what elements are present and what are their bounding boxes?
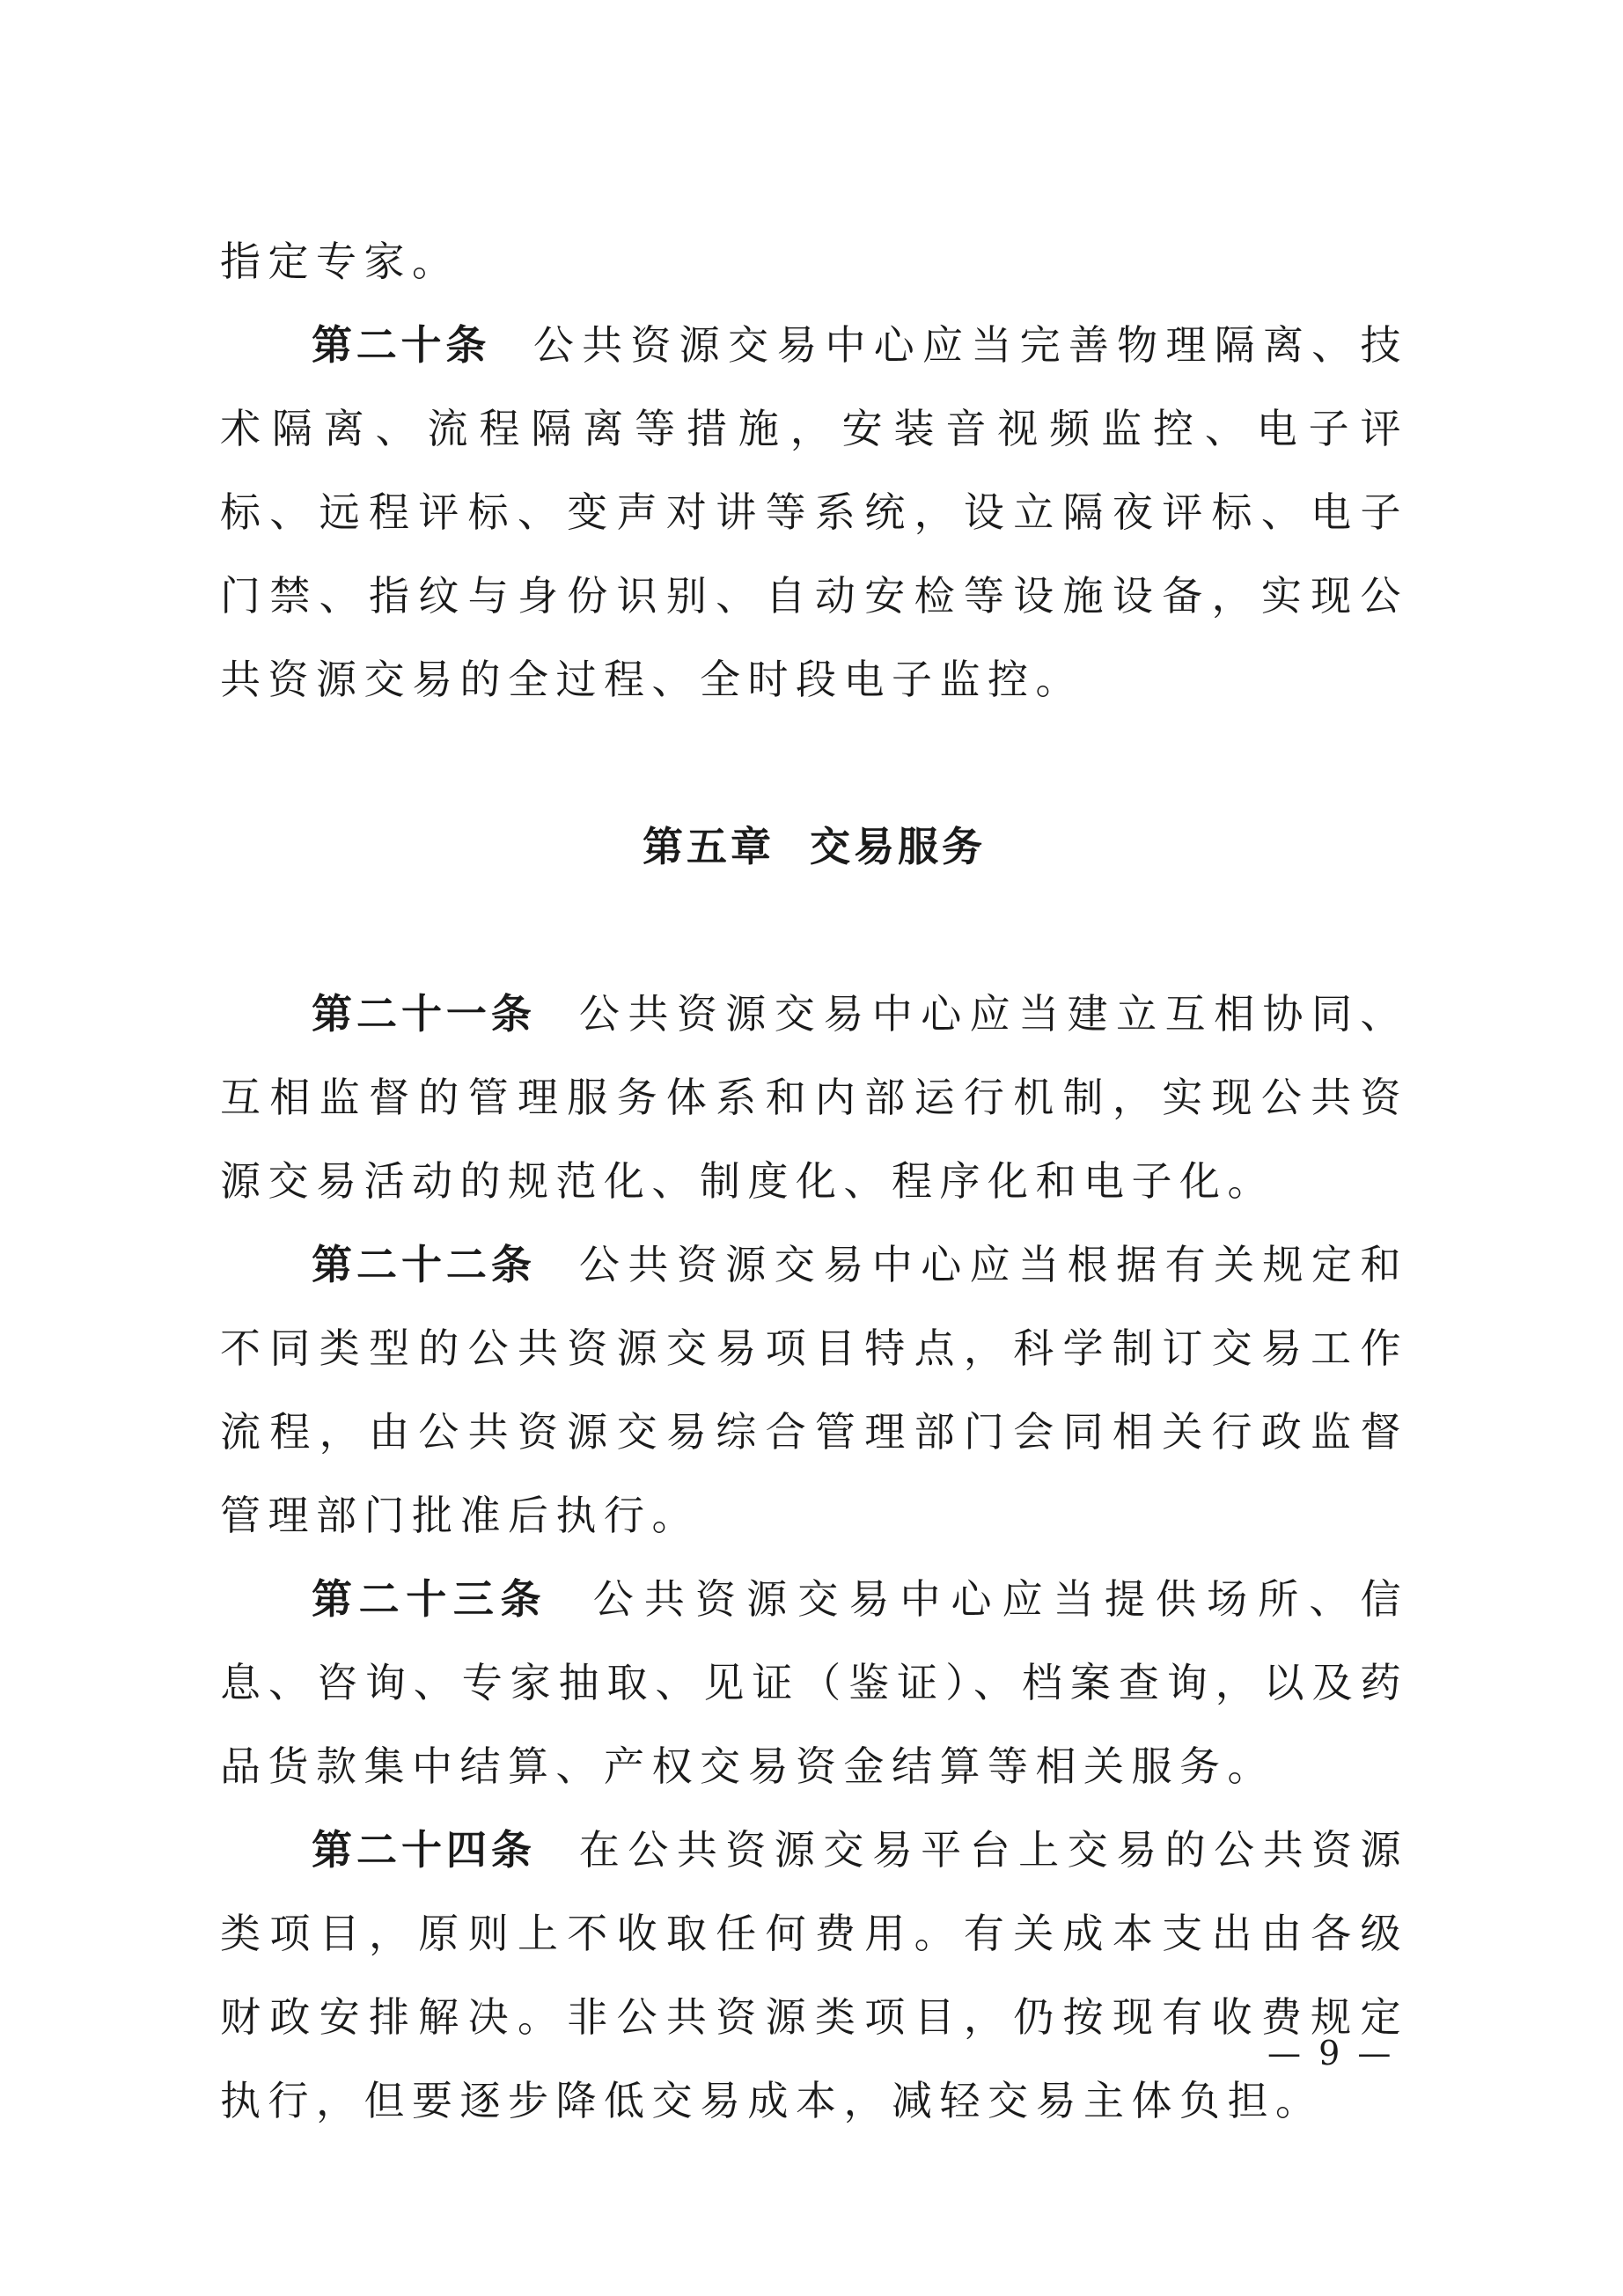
document-body <box>220 220 1408 2143</box>
paragraph-text: 指定专家。 <box>220 238 460 285</box>
article-22 <box>220 1223 1408 1558</box>
chapter-title: 交易服务 <box>810 823 986 870</box>
article-text: 公共资源交易中心应当提供场所、信息、咨询、专家抽取、见证（鉴证）、档案查询，以及药品货款集中结算、产权交易资金结算等相关服务。 <box>220 1575 1409 1790</box>
article-label: 第二十三条 <box>312 1575 548 1623</box>
article-text: 公共资源交易中心应当完善物理隔离、技术隔离、流程隔离等措施，安装音视频监控、电子评标、远程评标、变声对讲等系统，设立隔夜评标、电子门禁、指纹与身份识别、自动安检等设施设备，实现公共资源交易的全过程、全时段电子监控。 <box>220 321 1409 703</box>
article-text: 在公共资源交易平台上交易的公共资源类项目，原则上不收取任何费用。有关成本支出由各级财政安排解决。非公共资源类项目，仍按现有收费规定执行，但要逐步降低交易成本，减轻交易主体负担。 <box>220 1826 1409 2124</box>
article-20 <box>220 304 1408 722</box>
article-text: 公共资源交易中心应当根据有关规定和不同类型的公共资源交易项目特点，科学制订交易工作流程，由公共资源交易综合管理部门会同相关行政监督管理部门批准后执行。 <box>220 1241 1409 1539</box>
article-24 <box>220 1808 1408 2143</box>
chapter-heading <box>220 805 1408 889</box>
article-label: 第二十四条 <box>312 1826 536 1874</box>
page-number: — 9 — <box>1267 2034 1395 2072</box>
chapter-number: 第五章 <box>643 823 775 870</box>
article-label: 第二十条 <box>312 321 491 369</box>
article-label: 第二十二条 <box>312 1241 536 1288</box>
article-label: 第二十一条 <box>312 990 536 1038</box>
article-23 <box>220 1558 1408 1808</box>
article-text: 公共资源交易中心应当建立互相协同、互相监督的管理服务体系和内部运行机制，实现公共资源交易活动的规范化、制度化、程序化和电子化。 <box>220 990 1409 1205</box>
paragraph-continuation <box>220 220 1408 304</box>
article-21 <box>220 972 1408 1223</box>
